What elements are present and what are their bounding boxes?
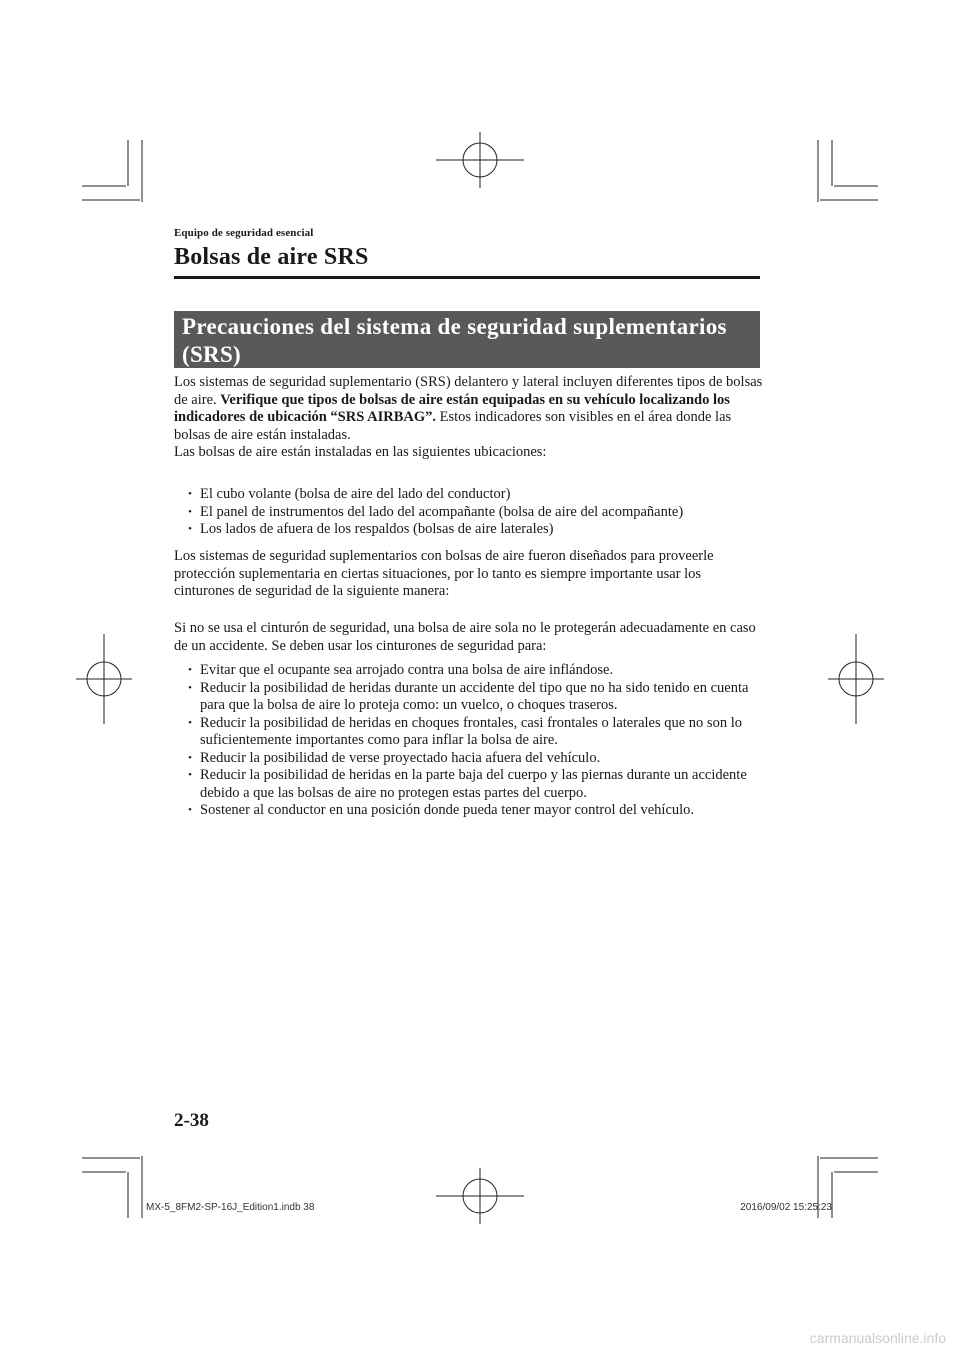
- bullet-icon: •: [188, 804, 192, 816]
- bullet-icon: •: [188, 664, 192, 676]
- list-item: • El cubo volante (bolsa de aire del lado del conductor): [184, 486, 764, 504]
- list-item: • Sostener al conductor en una posición donde pueda tener mayor control del vehículo.: [184, 802, 764, 820]
- bullet-icon: •: [188, 716, 192, 729]
- list-item: • Reducir la posibilidad de verse proyectado hacia afuera del vehículo.: [184, 750, 764, 768]
- warning-paragraph: Si no se usa el cinturón de seguridad, una bolsa de aire sola no le protegerán adecuadamente en caso de un accidente. Se deben usar los cinturones de seguridad para:: [174, 620, 756, 654]
- section-title: Bolsas de aire SRS: [174, 244, 369, 270]
- locations-lead: Las bolsas de aire están instaladas en las siguientes ubicaciones:: [174, 444, 547, 460]
- intro-text-b: Estos indicadores son visibles en el área donde las bolsas de aire están instaladas.: [174, 409, 732, 443]
- list-item: • El panel de instrumentos del lado del acompañante (bolsa de aire del acompañante): [184, 504, 764, 522]
- bullet-icon: •: [188, 523, 192, 535]
- reasons-list: [184, 662, 764, 820]
- slug-timestamp: 2016/09/02 15:25:23: [740, 1202, 832, 1213]
- intro-text-a: Los sistemas de seguridad suplementario (SRS) delantero y lateral incluyen diferentes tipos de bolsas de aire.: [174, 374, 763, 408]
- locations-list: [184, 486, 764, 539]
- bullet-icon: •: [188, 488, 192, 500]
- list-item: • Reducir la posibilidad de heridas durante un accidente del tipo que no ha sido tenido en cuenta para que la bolsa de aire lo proteja como: un vuelco, o choques traseros.: [184, 680, 764, 715]
- list-item: • Evitar que el ocupante sea arrojado contra una bolsa de aire inflándose.: [184, 662, 764, 680]
- topic-banner: [174, 311, 760, 368]
- list-item: • Los lados de afuera de los respaldos (bolsas de aire laterales): [184, 521, 764, 539]
- banner-line-1: Precauciones del sistema de seguridad suplementarios: [182, 314, 727, 339]
- chapter-kicker: Equipo de seguridad esencial: [174, 227, 314, 239]
- watermark-text: carmanualsonline.info: [809, 1330, 946, 1346]
- bullet-icon: •: [188, 751, 192, 764]
- title-rule: [174, 276, 760, 279]
- bullet-icon: •: [188, 681, 192, 694]
- bullet-icon: •: [188, 769, 192, 781]
- bullet-icon: •: [188, 505, 192, 518]
- list-item: • Reducir la posibilidad de heridas en la parte baja del cuerpo y las piernas durante un accidente debido a que las bolsas de aire no protegen estas partes del cuerpo.: [184, 767, 764, 802]
- banner-line-2: (SRS): [182, 342, 242, 367]
- intro-text-bold: Verifique que tipos de bolsas de aire están equipadas en su vehículo localizando los indicadores de ubicación “SRS AIRBAG”.: [174, 391, 730, 425]
- list-item: • Reducir la posibilidad de heridas en choques frontales, casi frontales o laterales que no son lo suficientemente importantes como para inflar la bolsa de aire.: [184, 715, 764, 750]
- slug-filename: MX-5_8FM2-SP-16J_Edition1.indb 38: [146, 1202, 315, 1213]
- usage-paragraph: Los sistemas de seguridad suplementarios con bolsas de aire fueron diseñados para proveerle protección suplementaria en ciertas situaciones, por lo tanto es siempre importante usar los cinturones de seguridad de la siguiente manera:: [174, 548, 714, 599]
- intro-paragraph: [174, 374, 764, 444]
- page-number: 2-38: [174, 1110, 209, 1131]
